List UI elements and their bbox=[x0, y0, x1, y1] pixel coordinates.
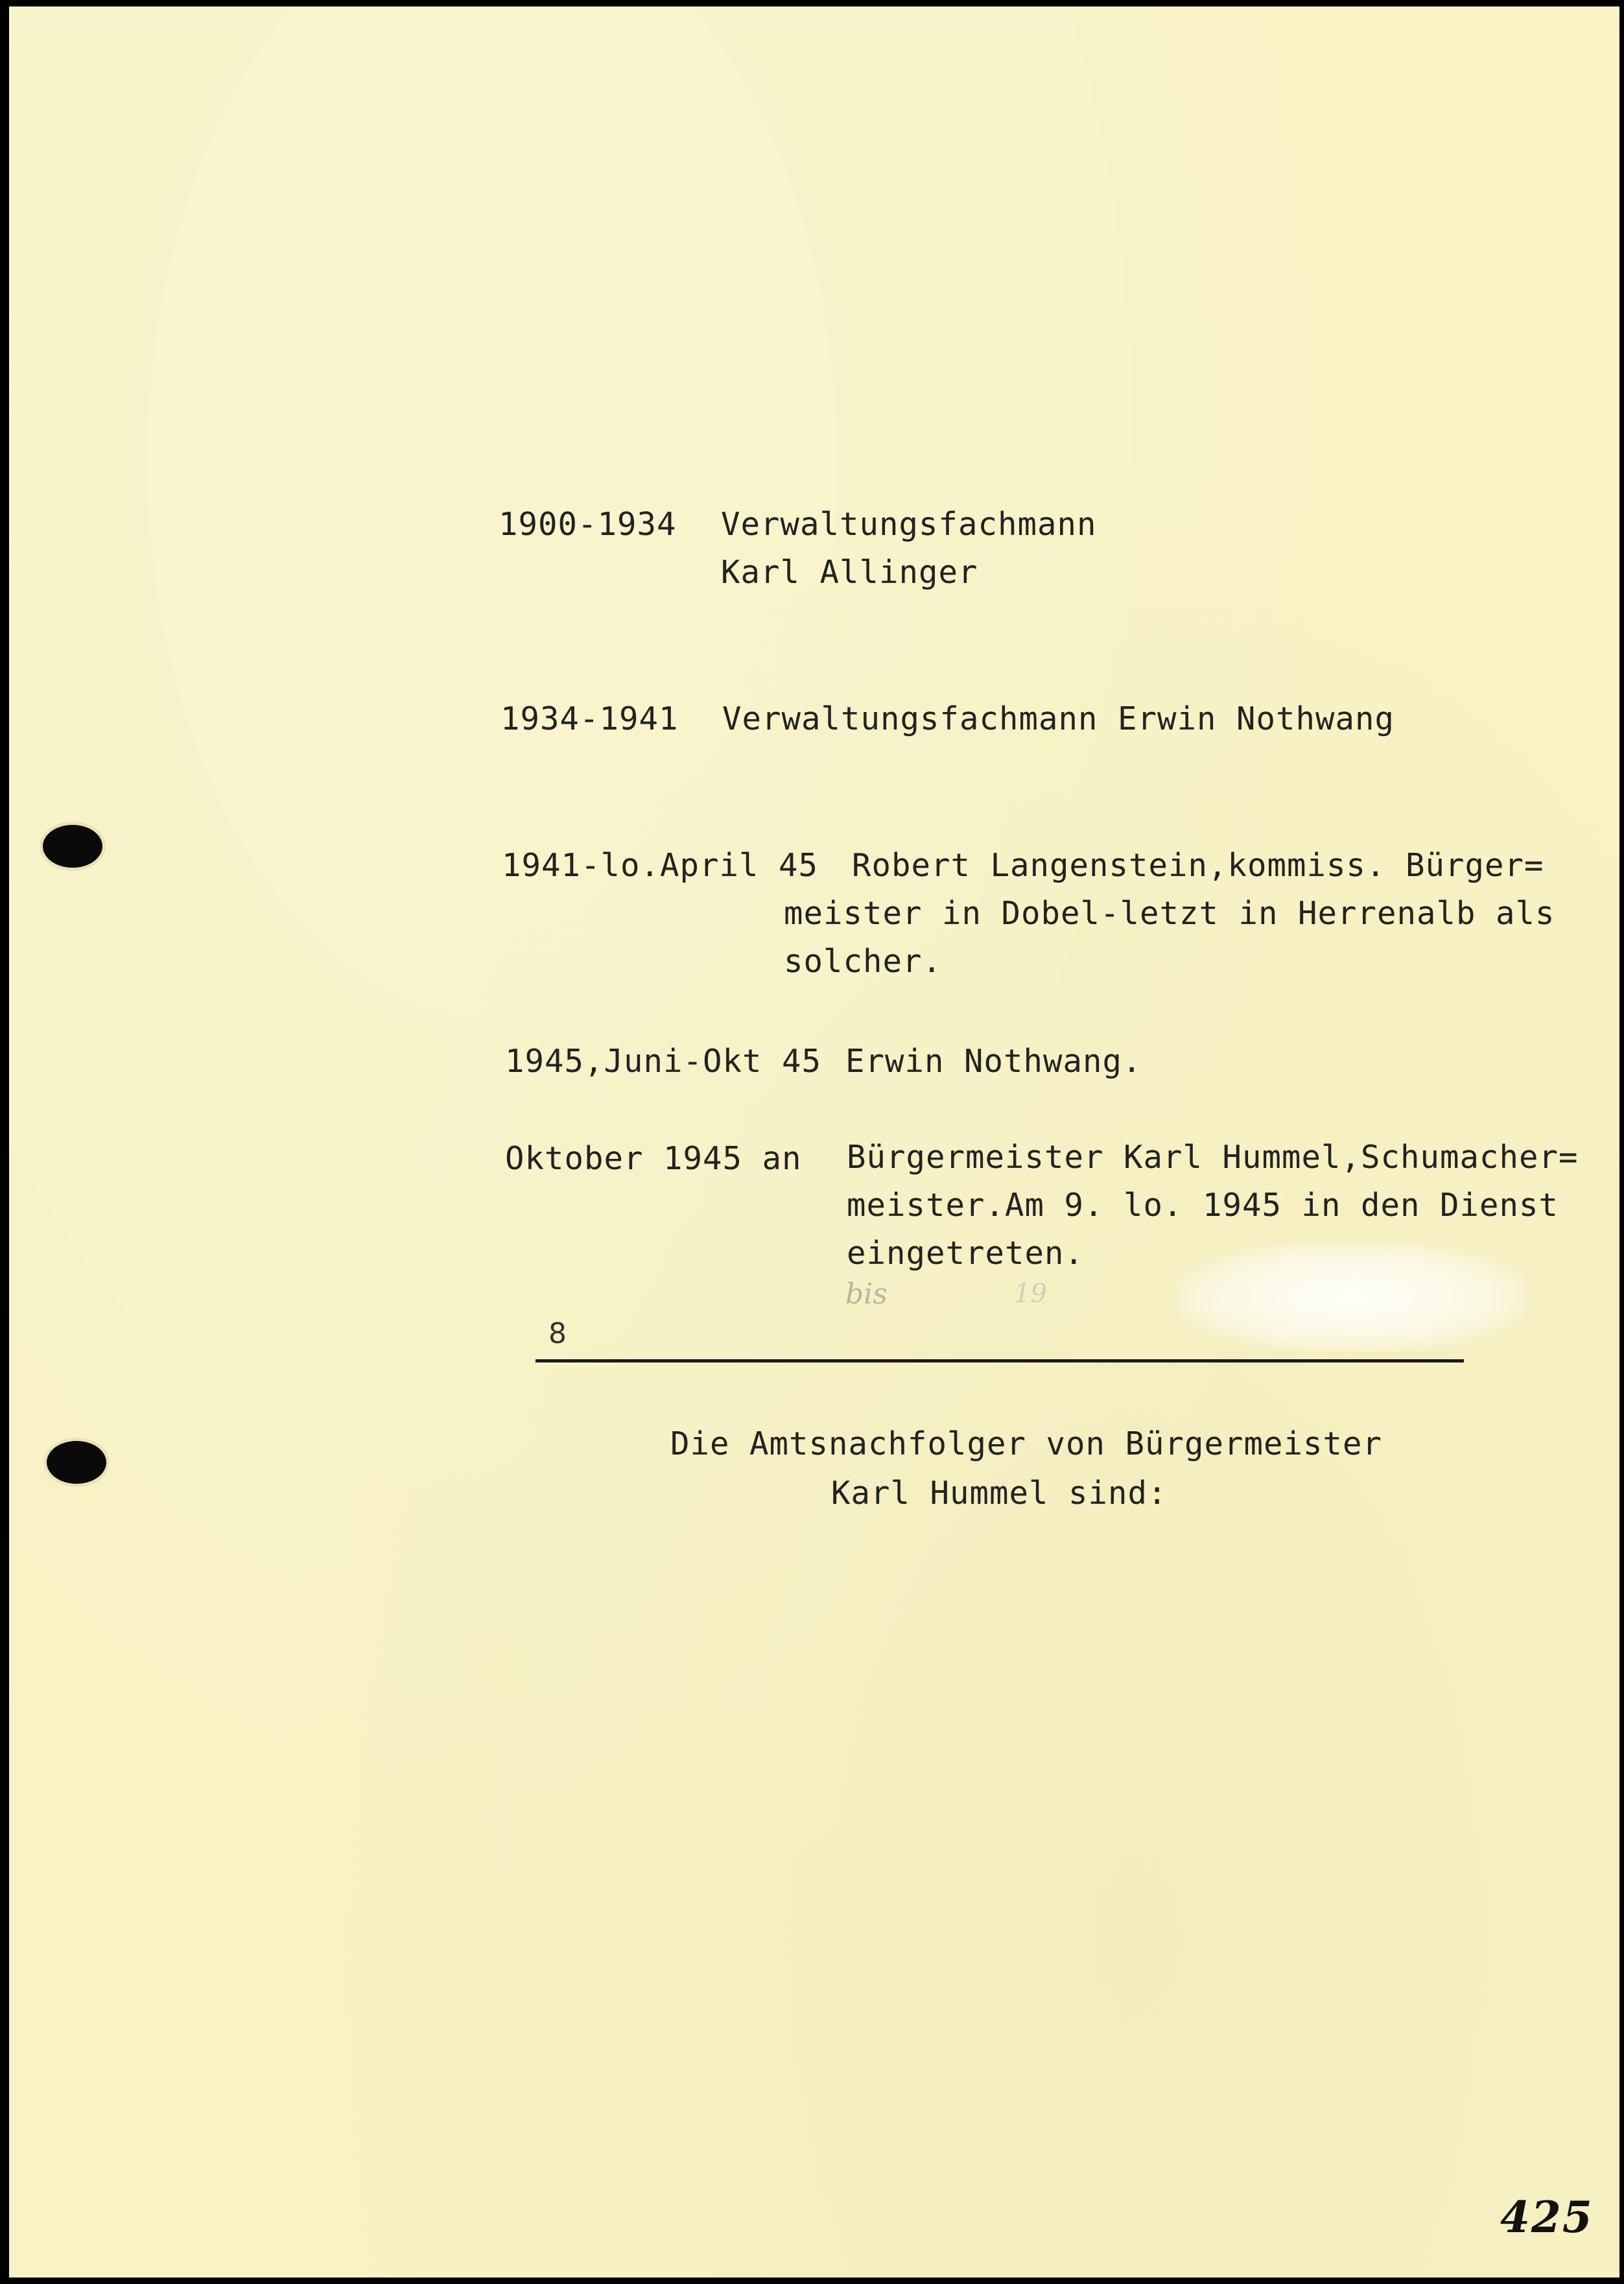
erased-handwriting bbox=[1176, 1242, 1526, 1352]
entry-5-line-1: Bürgermeister Karl Hummel,Schumacher= bbox=[847, 1139, 1579, 1176]
entry-4-date: 1945,Juni-Okt 45 bbox=[505, 1043, 822, 1080]
section-number: 8 bbox=[548, 1317, 567, 1350]
entry-1-date: 1900-1934 bbox=[499, 506, 677, 543]
successor-heading-line-1: Die Amtsnachfolger von Bürgermeister bbox=[670, 1425, 1383, 1462]
punch-hole-top bbox=[43, 825, 102, 868]
pencil-note-bis: bis bbox=[845, 1278, 888, 1311]
punch-hole-bottom bbox=[47, 1441, 106, 1484]
entry-3-line-2: meister in Dobel-letzt in Herrenalb als bbox=[784, 895, 1555, 932]
entry-4-line-1: Erwin Nothwang. bbox=[845, 1043, 1142, 1080]
entry-5-date: Oktober 1945 an bbox=[505, 1140, 802, 1177]
entry-2-line-1: Verwaltungsfachmann Erwin Nothwang bbox=[722, 700, 1395, 737]
entry-5-line-2: meister.Am 9. lo. 1945 in den Dienst bbox=[847, 1187, 1559, 1224]
page-number: 425 bbox=[1500, 2192, 1594, 2242]
entry-1-line-1: Verwaltungsfachmann bbox=[721, 506, 1097, 543]
successor-heading-line-2: Karl Hummel sind: bbox=[831, 1475, 1168, 1512]
document-page bbox=[9, 6, 1619, 2278]
entry-3-date: 1941-lo.April 45 bbox=[502, 847, 819, 884]
horizontal-rule bbox=[535, 1359, 1464, 1362]
entry-2-date: 1934-1941 bbox=[500, 700, 679, 737]
entry-1-line-2: Karl Allinger bbox=[721, 554, 978, 591]
pencil-note-year: 19 bbox=[1014, 1279, 1047, 1309]
entry-3-line-1: Robert Langenstein,kommiss. Bürger= bbox=[852, 847, 1544, 884]
entry-3-line-3: solcher. bbox=[784, 943, 943, 980]
entry-5-line-3: eingetreten. bbox=[847, 1235, 1085, 1272]
